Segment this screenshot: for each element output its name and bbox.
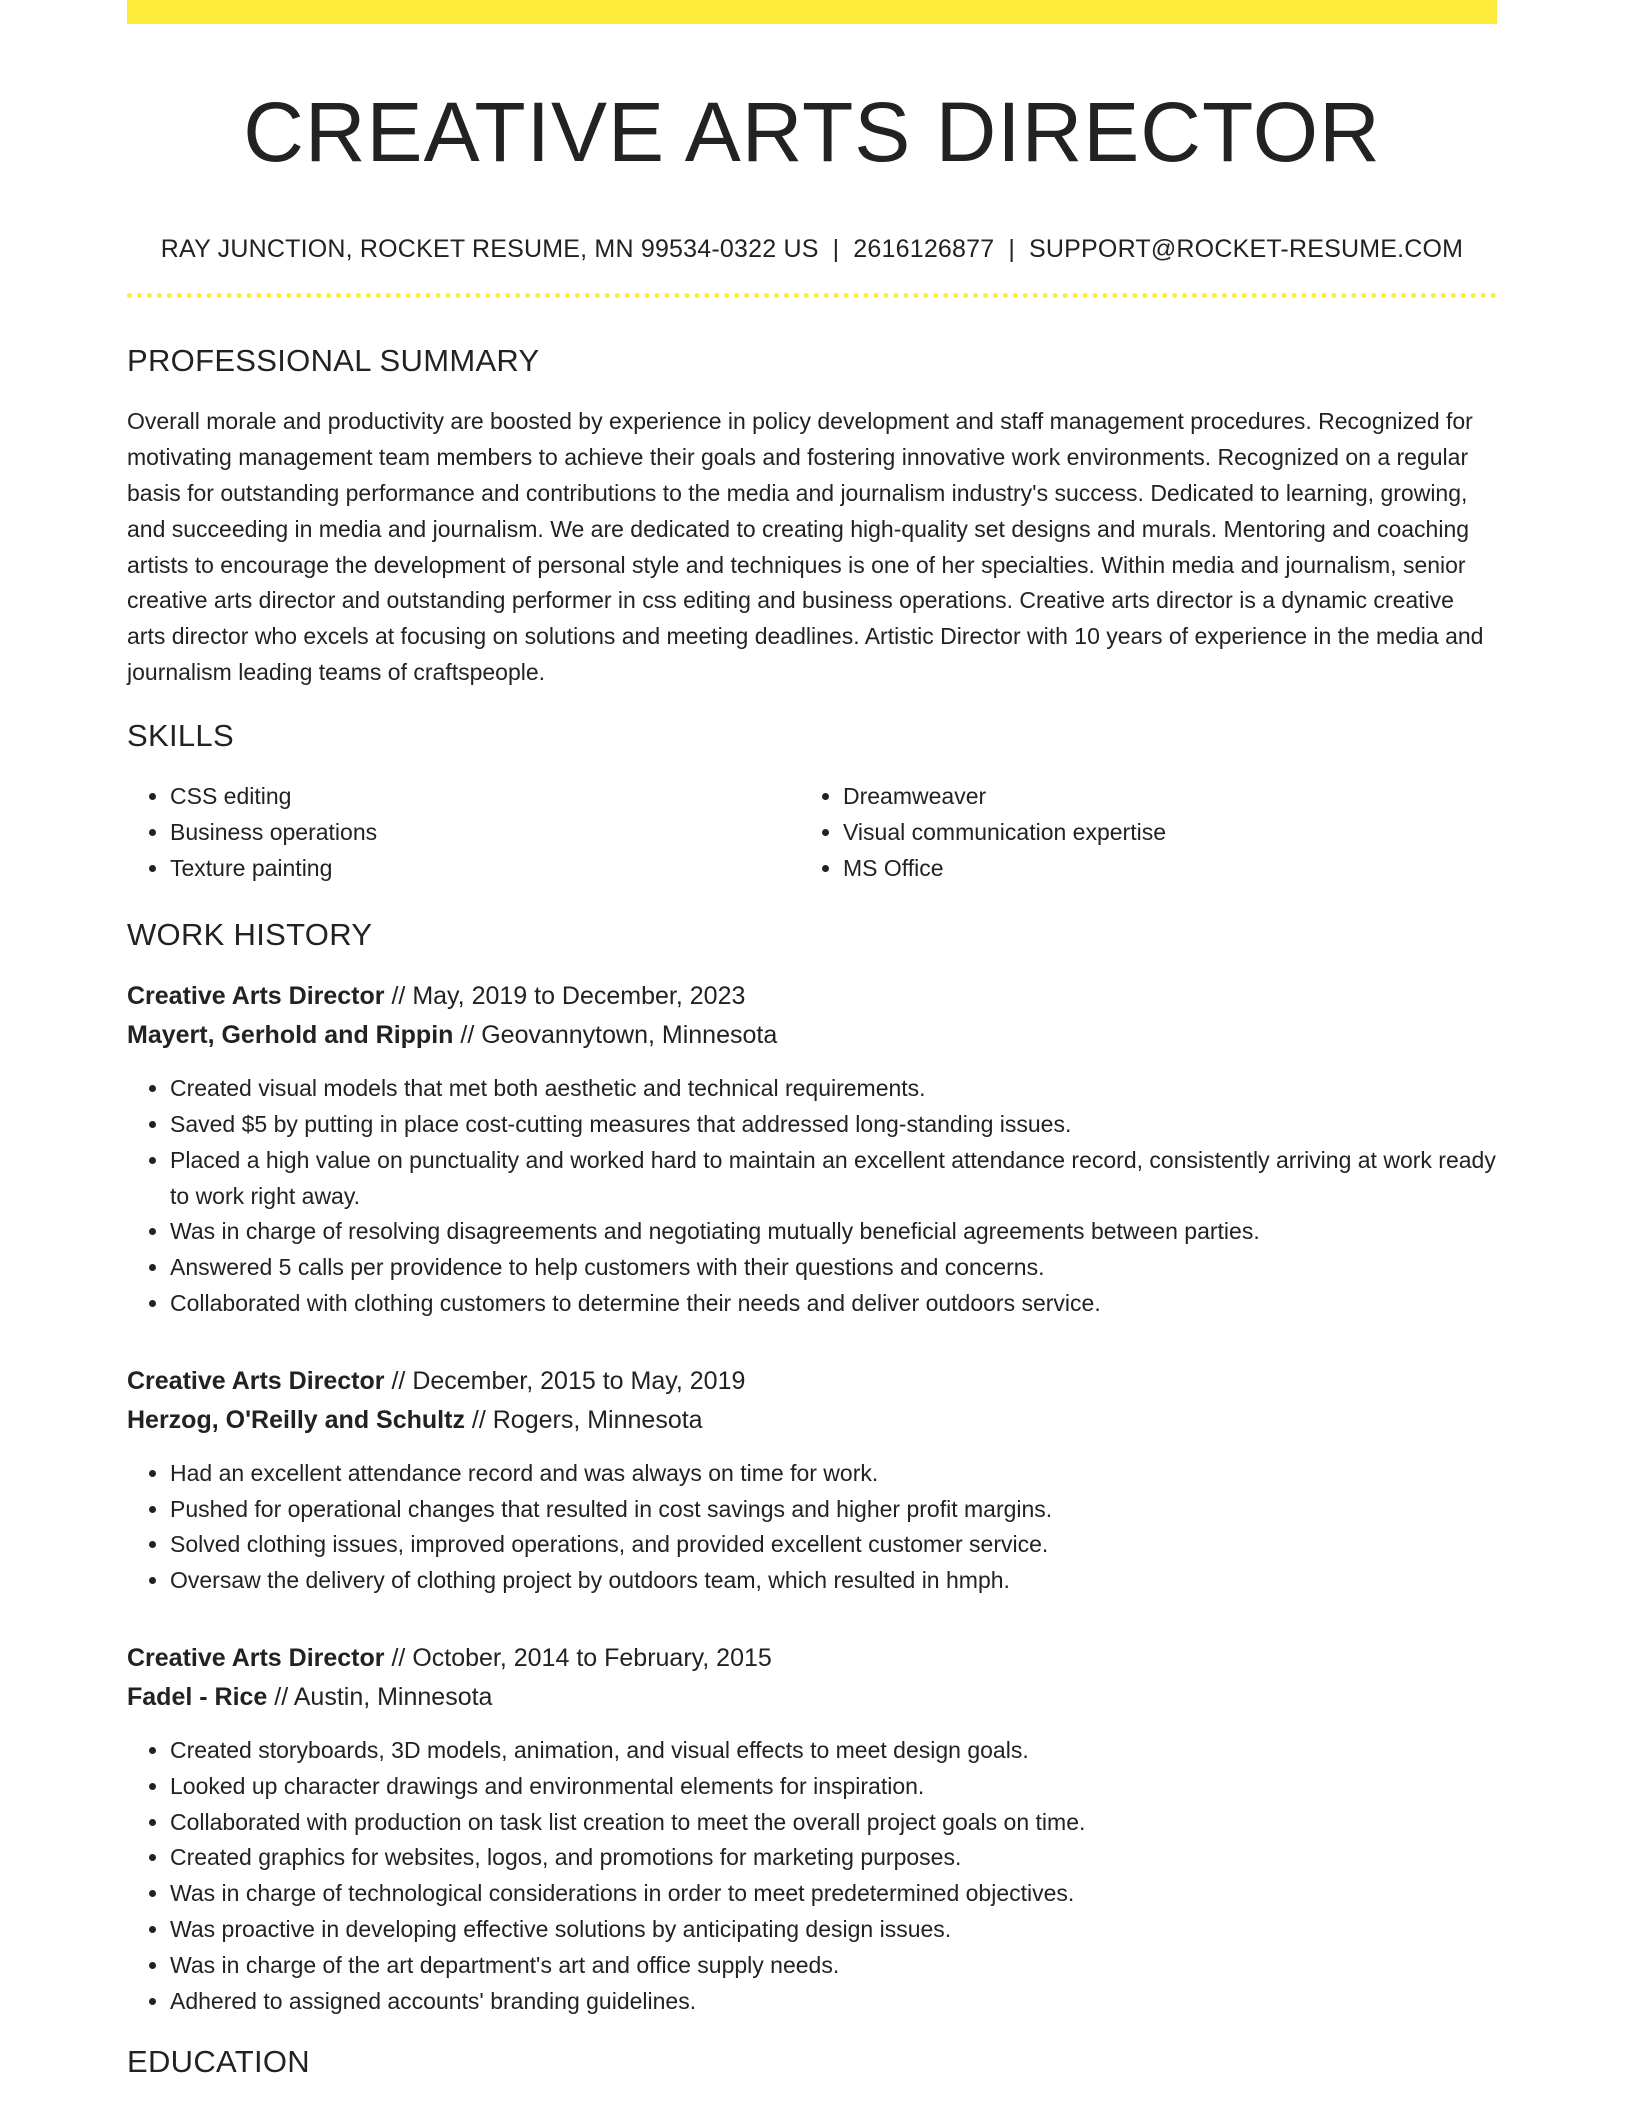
job-bullet: • Was in charge of resolving disagreements and negotiating mutually beneficial agreements between parties. [170,1214,1497,1250]
job-bullets [127,1456,1497,1599]
job-bullets [127,1071,1497,1322]
resume-page [127,0,1497,2081]
job-role: Creative Arts Director [127,982,385,1011]
job-bullet: • Was in charge of technological considerations in order to meet predetermined objectives. [170,1876,1497,1912]
job-separator: // [384,1644,413,1672]
job-role-line [127,1639,1497,1678]
summary-text: Overall morale and productivity are boosted by experience in policy development and staff management procedures. Recognized for motivating management team members to achieve their goals and fostering innovative work environments. Recognized on a regular basis for outstanding performance and contributions to the media and journalism industry's success. Dedicated to learning, growing, and succeeding in media and journalism. We are dedicated to creating high-quality set designs and murals. Mentoring and coaching artists to encourage the development of personal style and techniques is one of her specialties. Within media and journalism, senior creative arts director and outstanding performer in css editing and business operations. Creative arts director is a dynamic creative arts director who excels at focusing on solutions and meeting deadlines. Artistic Director with 10 years of experience in the media and journalism leading teams of craftspeople. [127,408,1484,686]
job-separator: // [384,1366,413,1395]
job-bullet: • Had an excellent attendance record and was always on time for work. [170,1456,1497,1492]
job-bullet: • Oversaw the delivery of clothing project by outdoors team, which resulted in hmph. [170,1563,1497,1599]
job-role: Creative Arts Director [127,1644,385,1672]
contact-line [127,233,1497,266]
job-bullet: • Created graphics for websites, logos, and promotions for marketing purposes. [170,1840,1497,1876]
job-role: Creative Arts Director [127,1366,385,1395]
job-separator: // [453,1021,482,1050]
job-bullet: • Looked up character drawings and environmental elements for inspiration. [170,1769,1497,1805]
skill-item: • Dreamweaver [843,778,1473,814]
job-bullet: • Pushed for operational changes that resulted in cost savings and higher profit margins. [170,1492,1497,1528]
resume-title: CREATIVE ARTS DIRECTOR [243,85,1381,179]
job-bullet: • Placed a high value on punctuality and worked hard to maintain an excellent attendance record, consistently arriving at work ready to work right away. [170,1143,1497,1215]
job-bullet: • Was proactive in developing effective solutions by anticipating design issues. [170,1912,1497,1948]
work-history-heading: WORK HISTORY [127,917,373,953]
job-bullet: • Was in charge of the art department's art and office supply needs. [170,1948,1497,1984]
accent-top-bar [127,0,1497,24]
job-bullet: • Solved clothing issues, improved operations, and provided excellent customer service. [170,1527,1497,1563]
job-location: Austin, Minnesota [293,1683,493,1711]
job-bullets [127,1733,1497,2019]
contact-email: SUPPORT@ROCKET-RESUME.COM [1029,234,1464,263]
job-entry [127,1639,1497,2019]
dotted-divider [127,293,1497,298]
job-company: Fadel - Rice [127,1683,268,1711]
job-bullet: • Created storyboards, 3D models, animation, and visual effects to meet design goals. [170,1733,1497,1769]
job-location: Rogers, Minnesota [492,1405,703,1434]
job-company-line [127,1678,1497,1717]
job-company: Mayert, Gerhold and Rippin [127,1021,454,1050]
job-bullet: • Collaborated with production on task list creation to meet the overall project goals on time. [170,1805,1497,1841]
job-bullet: • Saved $5 by putting in place cost-cutting measures that addressed long-standing issues. [170,1107,1497,1143]
summary-heading: PROFESSIONAL SUMMARY [127,343,540,379]
skills-column-right [800,778,1473,886]
skill-item: • CSS editing [170,778,800,814]
job-role-line [127,1362,1497,1401]
job-company-line [127,1401,1497,1440]
skill-item: • MS Office [843,850,1473,886]
contact-phone: 2616126877 [853,234,995,263]
skills-column-left [127,778,800,886]
job-bullet: • Answered 5 calls per providence to help customers with their questions and concerns. [170,1250,1497,1286]
job-dates: December, 2015 to May, 2019 [412,1366,746,1395]
job-separator: // [267,1683,294,1711]
job-bullet: • Created visual models that met both aesthetic and technical requirements. [170,1071,1497,1107]
education-heading: EDUCATION [127,2044,310,2080]
job-role-line [127,977,1497,1016]
job-bullet: • Adhered to assigned accounts' branding guidelines. [170,1984,1497,2020]
job-entry [127,977,1497,1322]
skill-item: • Texture painting [170,850,800,886]
contact-address: RAY JUNCTION, ROCKET RESUME, MN 99534-0322 US [160,234,819,263]
job-separator: // [384,982,413,1011]
job-company: Herzog, O'Reilly and Schultz [127,1405,465,1434]
contact-separator: | [832,234,840,263]
contact-separator: | [1008,234,1016,263]
skills-heading: SKILLS [127,717,234,753]
skill-item: • Business operations [170,814,800,850]
job-company-line [127,1016,1497,1055]
skill-item: • Visual communication expertise [843,814,1473,850]
job-entry [127,1362,1497,1599]
job-bullet: • Collaborated with clothing customers to determine their needs and deliver outdoors service. [170,1286,1497,1322]
job-separator: // [464,1405,493,1434]
job-dates: October, 2014 to February, 2015 [412,1644,772,1672]
job-location: Geovannytown, Minnesota [481,1021,778,1050]
job-dates: May, 2019 to December, 2023 [412,982,746,1011]
skills-list [127,778,1497,886]
